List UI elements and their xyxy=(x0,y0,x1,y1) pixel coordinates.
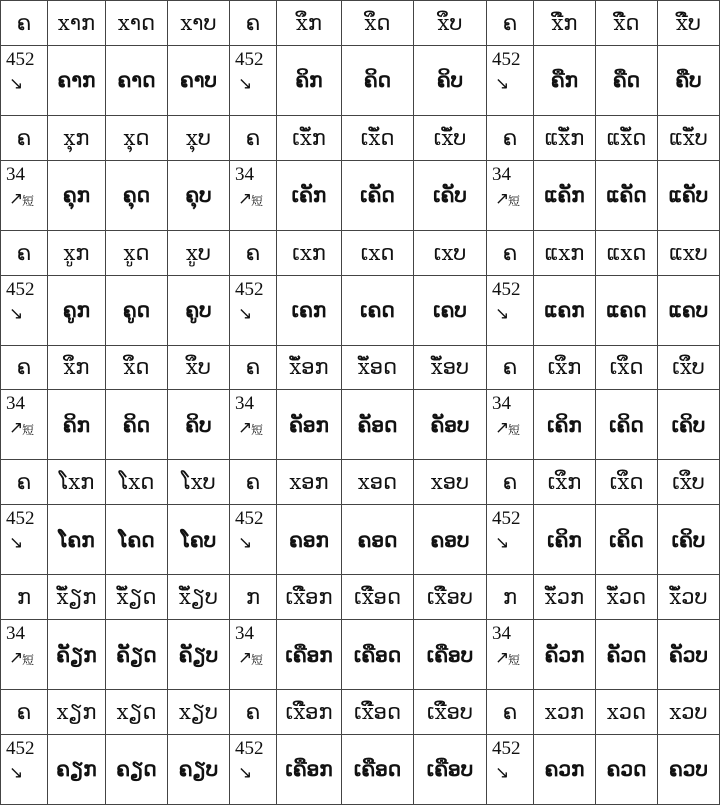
pattern-row xyxy=(1,690,720,735)
pattern-cell: ເx̂ັກ xyxy=(277,115,342,160)
pattern-cell: xູບ xyxy=(168,230,230,275)
pattern-cell: xອກ xyxy=(277,460,342,505)
word-cell: ເຄບ xyxy=(414,275,487,345)
falling-arrow-icon: ↘ xyxy=(495,762,510,783)
word-cell: ຄວບ xyxy=(658,734,720,804)
tone-cell xyxy=(487,160,534,230)
pattern-cell: ເx̂ິບ xyxy=(658,460,720,505)
pattern-cell: ຄ xyxy=(230,690,277,735)
pattern-cell: ຄ xyxy=(1,115,48,160)
pattern-cell: xູດ xyxy=(106,230,168,275)
pattern-cell: x̂ັຽບ xyxy=(168,575,230,620)
pattern-cell: ເxກ xyxy=(277,230,342,275)
pattern-cell: x̂ືບ xyxy=(658,1,720,46)
pattern-cell: x̂ັຽກ xyxy=(48,575,106,620)
word-cell: ຄິດ xyxy=(342,45,414,115)
word-cell: ຄູດ xyxy=(106,275,168,345)
pattern-cell: xວດ xyxy=(596,690,658,735)
word-cell: ຄັວກ xyxy=(534,620,596,690)
word-cell: ຄັຽບ xyxy=(168,620,230,690)
pattern-cell: ເx̂ິດ xyxy=(596,345,658,390)
tone-number: 452 xyxy=(6,48,35,70)
tone-cell xyxy=(487,620,534,690)
word-cell: ຄຸບ xyxy=(168,160,230,230)
word-row xyxy=(1,505,720,575)
word-cell: ຄັອບ xyxy=(414,390,487,460)
pattern-cell: ເxບ xyxy=(414,230,487,275)
pattern-cell: ຄ xyxy=(1,345,48,390)
word-cell: ຄາບ xyxy=(168,45,230,115)
falling-arrow-icon: ↘ xyxy=(9,303,24,324)
pattern-cell: ແx̂ັກ xyxy=(534,115,596,160)
pattern-cell: ເx̂ືອດ xyxy=(342,575,414,620)
tone-number: 452 xyxy=(235,278,264,300)
falling-arrow-icon: ↘ xyxy=(238,73,253,94)
word-cell: ຄຸດ xyxy=(106,160,168,230)
tone-cell xyxy=(487,390,534,460)
word-cell: ແຄດ xyxy=(596,275,658,345)
word-cell: ເຄັດ xyxy=(342,160,414,230)
pattern-cell: x̂ິດ xyxy=(342,1,414,46)
word-cell: ຄັວດ xyxy=(596,620,658,690)
pattern-cell: x̂ິກ xyxy=(48,345,106,390)
pattern-cell: ແx̂ັດ xyxy=(596,115,658,160)
tone-number: 452 xyxy=(6,508,35,530)
short-tone-mark: 短 xyxy=(22,423,35,438)
word-cell: ໂຄດ xyxy=(106,505,168,575)
pattern-cell: ກ xyxy=(1,575,48,620)
tone-cell xyxy=(230,275,277,345)
word-cell: ຄິບ xyxy=(414,45,487,115)
word-cell: ຄິບ xyxy=(168,390,230,460)
word-cell: ເຄືອດ xyxy=(342,620,414,690)
tone-cell xyxy=(487,275,534,345)
pattern-cell: ກ xyxy=(230,575,277,620)
tone-number: 452 xyxy=(492,737,521,759)
pattern-cell: xາບ xyxy=(168,1,230,46)
word-cell: ເຄກ xyxy=(277,275,342,345)
pattern-cell: ແxດ xyxy=(596,230,658,275)
short-tone-mark: 短 xyxy=(22,193,35,208)
pattern-cell: xວບ xyxy=(658,690,720,735)
short-tone-mark: 短 xyxy=(508,653,521,668)
pattern-cell: xຸບ xyxy=(168,115,230,160)
pattern-row xyxy=(1,460,720,505)
tone-cell xyxy=(230,390,277,460)
word-row xyxy=(1,734,720,804)
falling-arrow-icon: ↘ xyxy=(495,303,510,324)
word-cell: ຄູກ xyxy=(48,275,106,345)
pattern-cell: ເxດ xyxy=(342,230,414,275)
word-cell: ໂຄບ xyxy=(168,505,230,575)
pattern-row xyxy=(1,1,720,46)
word-row xyxy=(1,160,720,230)
word-cell: ຄາດ xyxy=(106,45,168,115)
tone-number: 34 xyxy=(492,163,511,185)
tone-number: 34 xyxy=(235,393,254,415)
pattern-cell: xຸກ xyxy=(48,115,106,160)
word-cell: ເຄືອບ xyxy=(414,620,487,690)
pattern-row xyxy=(1,345,720,390)
word-cell: ຄາກ xyxy=(48,45,106,115)
pattern-cell: xຽດ xyxy=(106,690,168,735)
pattern-cell: xາດ xyxy=(106,1,168,46)
pattern-cell: x̂ັວດ xyxy=(596,575,658,620)
pattern-cell: xູກ xyxy=(48,230,106,275)
tone-cell xyxy=(230,734,277,804)
rising-arrow-icon: ↗ xyxy=(238,188,253,209)
tone-number: 34 xyxy=(235,163,254,185)
pattern-cell: x̂ັຽດ xyxy=(106,575,168,620)
word-row xyxy=(1,620,720,690)
tone-number: 452 xyxy=(492,48,521,70)
tone-number: 452 xyxy=(235,48,264,70)
tone-cell xyxy=(230,45,277,115)
falling-arrow-icon: ↘ xyxy=(238,762,253,783)
rising-arrow-icon: ↗ xyxy=(495,648,510,669)
pattern-cell: ຄ xyxy=(1,690,48,735)
short-tone-mark: 短 xyxy=(251,423,264,438)
falling-arrow-icon: ↘ xyxy=(9,533,24,554)
word-cell: ຄວດ xyxy=(596,734,658,804)
tone-cell xyxy=(487,734,534,804)
pattern-row xyxy=(1,115,720,160)
word-cell: ເຄິບ xyxy=(658,505,720,575)
pattern-cell: x̂ິດ xyxy=(106,345,168,390)
word-cell: ແຄັບ xyxy=(658,160,720,230)
pattern-row xyxy=(1,230,720,275)
pattern-cell: ຄ xyxy=(487,230,534,275)
tone-number: 452 xyxy=(492,278,521,300)
tone-cell xyxy=(1,505,48,575)
word-cell: ເຄັບ xyxy=(414,160,487,230)
short-tone-mark: 短 xyxy=(251,653,264,668)
word-cell: ຄິກ xyxy=(277,45,342,115)
tone-cell xyxy=(1,45,48,115)
tone-cell xyxy=(230,505,277,575)
rising-arrow-icon: ↗ xyxy=(495,188,510,209)
word-cell: ເຄິກ xyxy=(534,505,596,575)
pattern-cell: ເx̂ືອບ xyxy=(414,575,487,620)
pattern-cell: ກ xyxy=(487,575,534,620)
word-cell: ຄັອດ xyxy=(342,390,414,460)
word-cell: ຄັຽດ xyxy=(106,620,168,690)
tone-cell xyxy=(1,390,48,460)
word-row xyxy=(1,275,720,345)
word-cell: ຄອດ xyxy=(342,505,414,575)
word-row xyxy=(1,45,720,115)
pattern-cell: xອບ xyxy=(414,460,487,505)
word-cell: ເຄືອດ xyxy=(342,734,414,804)
pattern-cell: xຸດ xyxy=(106,115,168,160)
tone-cell xyxy=(230,160,277,230)
word-cell: ຄອກ xyxy=(277,505,342,575)
pattern-cell: ແxບ xyxy=(658,230,720,275)
pattern-cell: xຽກ xyxy=(48,690,106,735)
word-cell: ເຄິດ xyxy=(596,505,658,575)
tone-number: 452 xyxy=(6,278,35,300)
word-cell: ແຄບ xyxy=(658,275,720,345)
word-row xyxy=(1,390,720,460)
tone-number: 452 xyxy=(235,508,264,530)
word-cell: ແຄັດ xyxy=(596,160,658,230)
word-cell: ຄືກ xyxy=(534,45,596,115)
pattern-cell: ແx̂ັບ xyxy=(658,115,720,160)
tone-number: 452 xyxy=(235,737,264,759)
short-tone-mark: 短 xyxy=(508,193,521,208)
pattern-cell: ເx̂ັບ xyxy=(414,115,487,160)
falling-arrow-icon: ↘ xyxy=(238,303,253,324)
pattern-cell: ເx̂ືອບ xyxy=(414,690,487,735)
short-tone-mark: 短 xyxy=(508,423,521,438)
pattern-cell: ຄ xyxy=(1,230,48,275)
word-cell: ເຄືອກ xyxy=(277,620,342,690)
rising-arrow-icon: ↗ xyxy=(9,648,24,669)
word-cell: ເຄິບ xyxy=(658,390,720,460)
word-cell: ຄືບ xyxy=(658,45,720,115)
rising-arrow-icon: ↗ xyxy=(238,418,253,439)
tone-number: 34 xyxy=(492,623,511,645)
pattern-cell: ໂxກ xyxy=(48,460,106,505)
word-cell: ຄັອກ xyxy=(277,390,342,460)
rising-arrow-icon: ↗ xyxy=(9,188,24,209)
pattern-cell: xວກ xyxy=(534,690,596,735)
pattern-cell: xາກ xyxy=(48,1,106,46)
falling-arrow-icon: ↘ xyxy=(495,533,510,554)
pattern-cell: x̂ັອບ xyxy=(414,345,487,390)
tone-cell xyxy=(1,160,48,230)
word-cell: ແຄັກ xyxy=(534,160,596,230)
pattern-cell: ຄ xyxy=(230,115,277,160)
word-cell: ເຄືອບ xyxy=(414,734,487,804)
falling-arrow-icon: ↘ xyxy=(238,533,253,554)
word-cell: ເຄິກ xyxy=(534,390,596,460)
pattern-cell: xອດ xyxy=(342,460,414,505)
pattern-cell: ຄ xyxy=(487,345,534,390)
word-cell: ຄວກ xyxy=(534,734,596,804)
word-cell: ຄູບ xyxy=(168,275,230,345)
pattern-cell: x̂ັວບ xyxy=(658,575,720,620)
pattern-cell: ຄ xyxy=(230,460,277,505)
word-cell: ໂຄກ xyxy=(48,505,106,575)
short-tone-mark: 短 xyxy=(22,653,35,668)
word-cell: ເຄືອກ xyxy=(277,734,342,804)
grid-body xyxy=(1,1,720,805)
pattern-cell: x̂ືດ xyxy=(596,1,658,46)
word-cell: ຄິກ xyxy=(48,390,106,460)
word-cell: ແຄກ xyxy=(534,275,596,345)
word-cell: ຄຽກ xyxy=(48,734,106,804)
tone-number: 34 xyxy=(235,623,254,645)
word-cell: ຄຽດ xyxy=(106,734,168,804)
pattern-cell: ຄ xyxy=(230,345,277,390)
pattern-cell: x̂ືກ xyxy=(534,1,596,46)
word-cell: ຄຸກ xyxy=(48,160,106,230)
pattern-cell: ເx̂ິບ xyxy=(658,345,720,390)
pattern-cell: ແxກ xyxy=(534,230,596,275)
tone-cell xyxy=(487,505,534,575)
pattern-cell: ເx̂ິກ xyxy=(534,345,596,390)
rising-arrow-icon: ↗ xyxy=(238,648,253,669)
word-cell: ຄັວບ xyxy=(658,620,720,690)
pattern-cell: ໂxບ xyxy=(168,460,230,505)
word-cell: ຄັຽກ xyxy=(48,620,106,690)
word-cell: ຄິດ xyxy=(106,390,168,460)
word-cell: ຄຽບ xyxy=(168,734,230,804)
pattern-cell: ຄ xyxy=(1,1,48,46)
tone-cell xyxy=(230,620,277,690)
falling-arrow-icon: ↘ xyxy=(9,762,24,783)
tone-number: 452 xyxy=(6,737,35,759)
word-cell: ຄອບ xyxy=(414,505,487,575)
word-cell: ເຄດ xyxy=(342,275,414,345)
pattern-cell: x̂ິບ xyxy=(414,1,487,46)
pattern-cell: x̂ິບ xyxy=(168,345,230,390)
tone-cell xyxy=(1,275,48,345)
tone-number: 34 xyxy=(492,393,511,415)
word-cell: ເຄິດ xyxy=(596,390,658,460)
pattern-cell: x̂ິກ xyxy=(277,1,342,46)
falling-arrow-icon: ↘ xyxy=(495,73,510,94)
pattern-cell: ເx̂ິດ xyxy=(596,460,658,505)
pattern-cell: ຄ xyxy=(230,230,277,275)
pattern-cell: ເx̂ັດ xyxy=(342,115,414,160)
word-cell: ເຄັກ xyxy=(277,160,342,230)
pattern-cell: ຄ xyxy=(230,1,277,46)
pattern-cell: ຄ xyxy=(487,460,534,505)
pattern-row xyxy=(1,575,720,620)
tone-number: 34 xyxy=(6,623,25,645)
pattern-cell: ໂxດ xyxy=(106,460,168,505)
pattern-cell: ເx̂ືອກ xyxy=(277,690,342,735)
pattern-cell: ເx̂ິກ xyxy=(534,460,596,505)
tone-number: 452 xyxy=(492,508,521,530)
falling-arrow-icon: ↘ xyxy=(9,73,24,94)
rising-arrow-icon: ↗ xyxy=(495,418,510,439)
tone-number: 34 xyxy=(6,393,25,415)
pattern-cell: x̂ັວກ xyxy=(534,575,596,620)
word-cell: ຄືດ xyxy=(596,45,658,115)
pattern-cell: ຄ xyxy=(487,690,534,735)
tone-cell xyxy=(1,734,48,804)
pattern-cell: ຄ xyxy=(1,460,48,505)
pattern-cell: ເx̂ືອກ xyxy=(277,575,342,620)
pattern-cell: ຄ xyxy=(487,1,534,46)
pattern-cell: ຄ xyxy=(487,115,534,160)
pattern-cell: ເx̂ືອດ xyxy=(342,690,414,735)
tone-cell xyxy=(487,45,534,115)
pattern-cell: xຽບ xyxy=(168,690,230,735)
pattern-cell: x̂ັອດ xyxy=(342,345,414,390)
pattern-cell: x̂ັອກ xyxy=(277,345,342,390)
short-tone-mark: 短 xyxy=(251,193,264,208)
tone-cell xyxy=(1,620,48,690)
tone-number: 34 xyxy=(6,163,25,185)
rising-arrow-icon: ↗ xyxy=(9,418,24,439)
